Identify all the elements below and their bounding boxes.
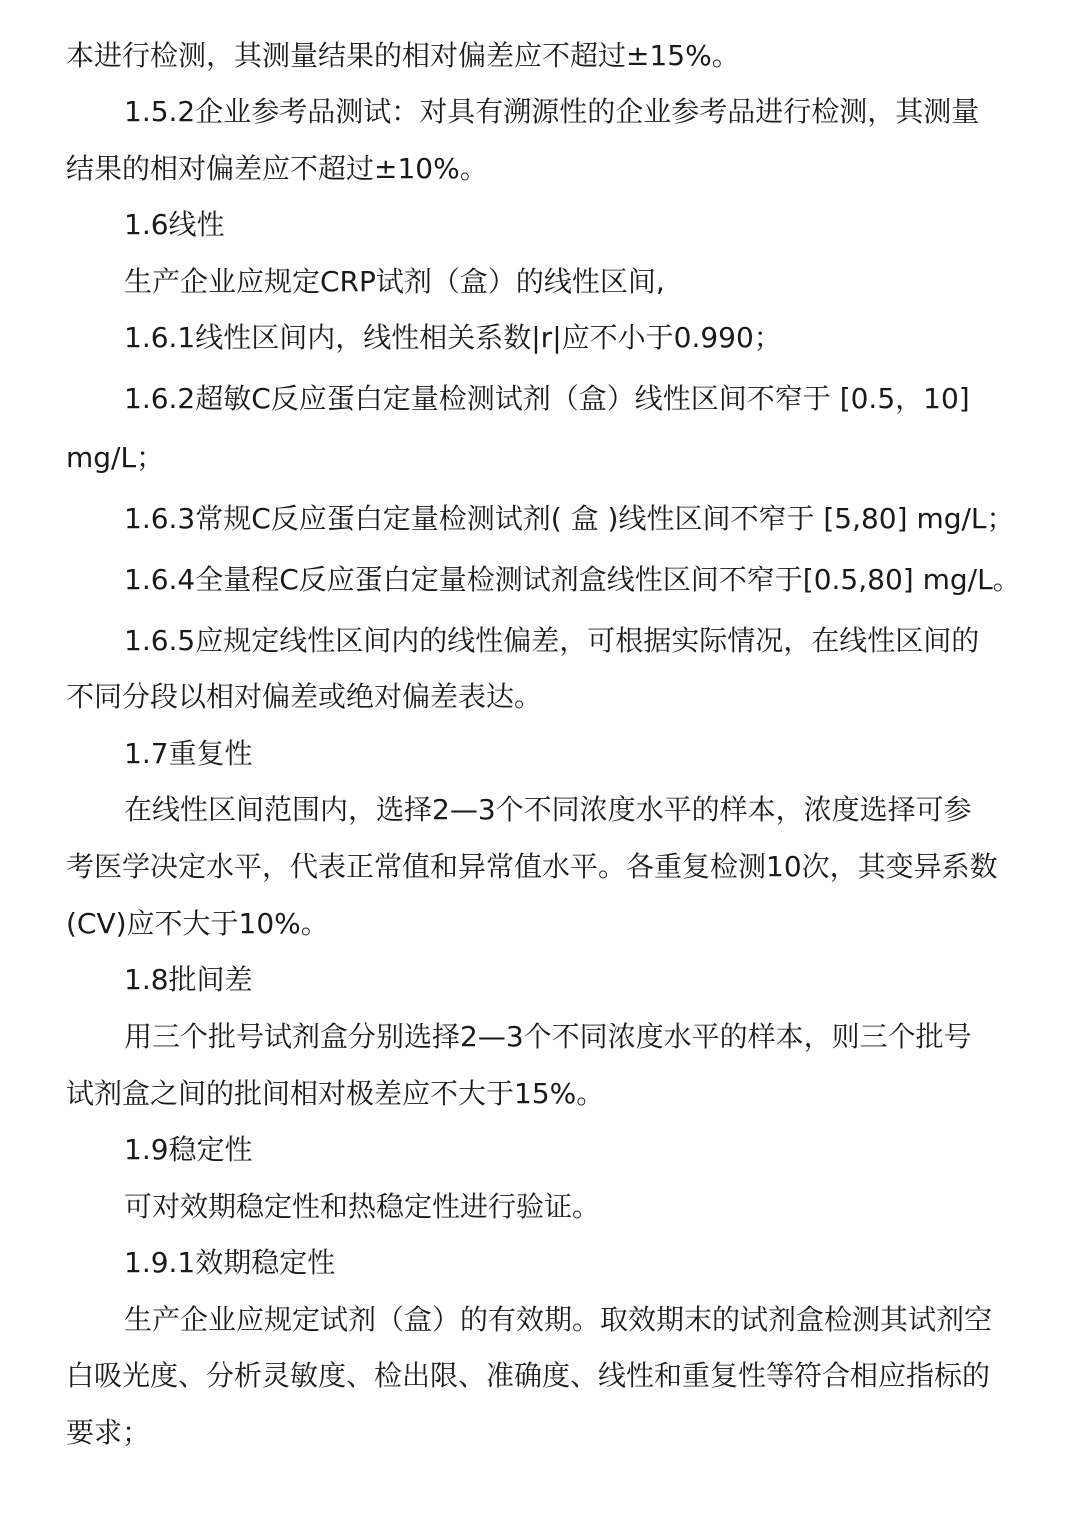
text-line: 1.6.1线性区间内，线性相关系数|r|应不小于0.990； (124, 321, 782, 354)
text-line: 本进行检测，其测量结果的相对偏差应不超过±15%。 (66, 39, 740, 72)
text-line: 1.6.4全量程C反应蛋白定量检测试剂盒线性区间不窄于[0.5,80] mg/L。 (124, 563, 1021, 596)
text-line: 白吸光度、分析灵敏度、检出限、准确度、线性和重复性等符合相应指标的 (66, 1359, 991, 1392)
text-line: 可对效期稳定性和热稳定性进行验证。 (124, 1190, 601, 1223)
text-line: 结果的相对偏差应不超过±10%。 (66, 152, 488, 185)
text-line: mg/L； (66, 441, 165, 474)
section-heading: 1.8批间差 (124, 963, 253, 996)
text-line: 1.6.3常规C反应蛋白定量检测试剂( 盒 )线性区间不窄于 [5,80] mg/L； (124, 502, 1015, 535)
section-heading: 1.9.1效期稳定性 (124, 1246, 336, 1279)
text-line: 1.6.2超敏C反应蛋白定量检测试剂（盒）线性区间不窄于 [0.5，10] (124, 382, 970, 415)
text-line: 在线性区间范围内，选择2—3个不同浓度水平的样本，浓度选择可参 (124, 793, 972, 826)
text-line: 不同分段以相对偏差或绝对偏差表达。 (66, 680, 543, 713)
text-line: 1.5.2企业参考品测试：对具有溯源性的企业参考品进行检测，其测量 (124, 95, 980, 128)
text-line: 生产企业应规定试剂（盒）的有效期。取效期末的试剂盒检测其试剂空 (124, 1303, 993, 1336)
section-heading: 1.6线性 (124, 208, 225, 241)
section-heading: 1.7重复性 (124, 737, 253, 770)
text-line: 考医学决定水平，代表正常值和异常值水平。各重复检测10次，其变异系数 (66, 850, 998, 883)
text-line: 用三个批号试剂盒分别选择2—3个不同浓度水平的样本，则三个批号 (124, 1020, 972, 1053)
text-line: 生产企业应规定CRP试剂（盒）的线性区间, (124, 265, 665, 298)
section-heading: 1.9稳定性 (124, 1133, 253, 1166)
text-line: 要求； (66, 1416, 151, 1449)
text-line: 1.6.5应规定线性区间内的线性偏差，可根据实际情况，在线性区间的 (124, 624, 980, 657)
text-line: 试剂盒之间的批间相对极差应不大于15%。 (66, 1077, 605, 1110)
text-line: (CV)应不大于10%。 (66, 907, 329, 940)
